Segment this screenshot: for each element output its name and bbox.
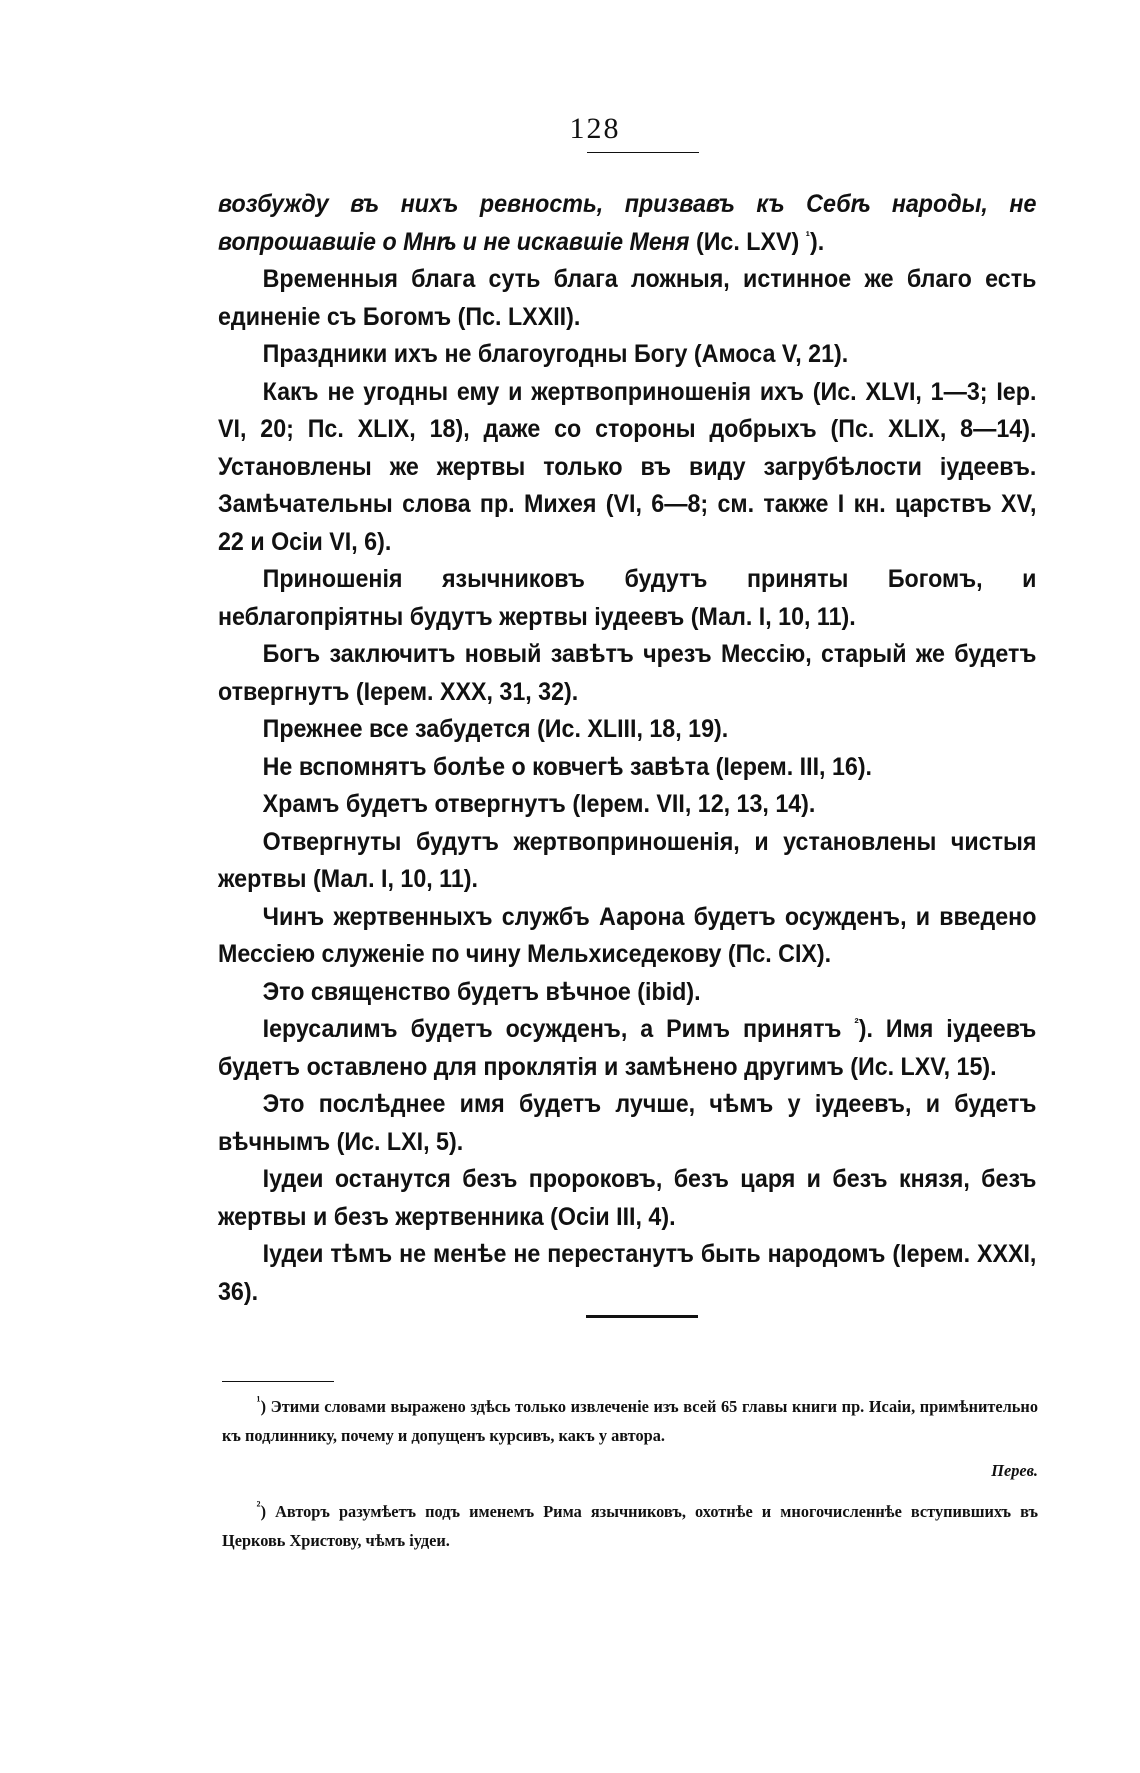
paragraph-16: Іудеи тѣмъ не менѣе не перестанутъ быть народомъ (Іерем. XXXI, 36).: [218, 1240, 1037, 1306]
footnote-1-signature: Перев.: [991, 1461, 1038, 1480]
paragraph-12: Это священство будетъ вѣчное (ibid).: [262, 977, 701, 1006]
main-text: [218, 186, 1036, 1311]
paragraph-10: Отвергнуты будутъ жертвоприношенія, и установлены чистыя жертвы (Мал. I, 10, 11).: [218, 827, 1037, 893]
paragraph-8: Не вспомнятъ болѣе о ковчегѣ завѣта (Іерем. III, 16).: [262, 752, 873, 781]
footnote-1-text: ) Этими словами выражено здѣсь только извлеченіе изъ всей 65 главы книги пр. Исаіи, примѣнительно къ подлиннику, почему и допущенъ курсивъ, какъ у автора.: [222, 1397, 1039, 1445]
footnotes: [222, 1392, 1038, 1555]
footnote-2-text: ) Авторъ разумѣетъ подъ именемъ Рима язычниковъ, охотнѣе и многочисленнѣе вступившихъ въ Церковь Христову, чѣмъ іудеи.: [222, 1502, 1039, 1550]
paragraph-6: Богъ заключитъ новый завѣтъ чрезъ Мессію, старый же будетъ отвергнутъ (Іерем. XXX, 31, 32).: [218, 640, 1037, 706]
footnote-separator: [222, 1381, 334, 1382]
quotation-close: ).: [810, 227, 825, 256]
quotation-reference: (Ис. LXV): [689, 227, 806, 256]
paragraph-7: Прежнее все забудется (Ис. XLIII, 18, 19).: [262, 715, 729, 743]
paragraph-13-end: ). Имя іудеевъ будетъ оставлено для проклятія и замѣнено другимъ (Ис. LXV, 15).: [218, 1015, 1037, 1081]
footnote-marker-1[interactable]: ¹: [805, 227, 811, 244]
paragraph-15: Іудеи останутся безъ пророковъ, безъ царя и безъ князя, безъ жертвы и безъ жертвенника (Осіи III, 4).: [218, 1165, 1037, 1231]
footnote-1-mark: ¹: [256, 1394, 261, 1410]
paragraph-9: Храмъ будетъ отвергнутъ (Іерем. VII, 12, 13, 14).: [262, 790, 816, 818]
page-number: 128: [569, 112, 621, 145]
paragraph-11: Чинъ жертвенныхъ службъ Аарона будетъ осужденъ, и введено Мессіею служеніе по чину Мельхиседекову (Пс. CIX).: [218, 902, 1037, 968]
footnote-marker-2[interactable]: ²: [854, 1014, 859, 1031]
footnote-2: [222, 1497, 1038, 1555]
paragraph-13: [218, 1011, 1036, 1086]
paragraph-5: Приношенія язычниковъ будутъ приняты Богомъ, и неблагопріятны будутъ жертвы іудеевъ (Мал. I, 10, 11).: [218, 565, 1037, 631]
header-rule: [587, 152, 699, 153]
paragraph-3: Праздники ихъ не благоугодны Богу (Амоса V, 21).: [262, 340, 849, 368]
paragraph-13-start: Іерусалимъ будетъ осужденъ, а Римъ принятъ: [262, 1015, 855, 1043]
footnote-1: [222, 1392, 1038, 1450]
paragraph-1: [218, 186, 1036, 261]
paragraph-4: Какъ не угодны ему и жертвоприношенія ихъ (Ис. XLVI, 1—3; Іер. VI, 20; Пс. XLIX, 18), даже со стороны добрыхъ (Пс. XLIX, 8—14). Установлены же жертвы только въ виду загрубѣлости іудеевъ. Замѣчательны слова пр. Михея (VI, 6—8; см. также I кн. царствъ XV, 22 и Осіи VI, 6).: [218, 377, 1037, 556]
paragraph-2: Временныя блага суть блага ложныя, истинное же благо есть единеніе съ Богомъ (Пс. LXXII).: [218, 265, 1037, 331]
quotation-italic: возбужду въ нихъ ревность, призвавъ къ Себѣ народы, не вопрошавшіе о Мнѣ и не искавшіе Меня: [218, 190, 1037, 256]
paragraph-14: Это послѣднее имя будетъ лучше, чѣмъ у іудеевъ, и будетъ вѣчнымъ (Ис. LXI, 5).: [218, 1090, 1037, 1156]
section-end-rule: [586, 1315, 698, 1318]
footnote-2-mark: ²: [256, 1499, 261, 1515]
